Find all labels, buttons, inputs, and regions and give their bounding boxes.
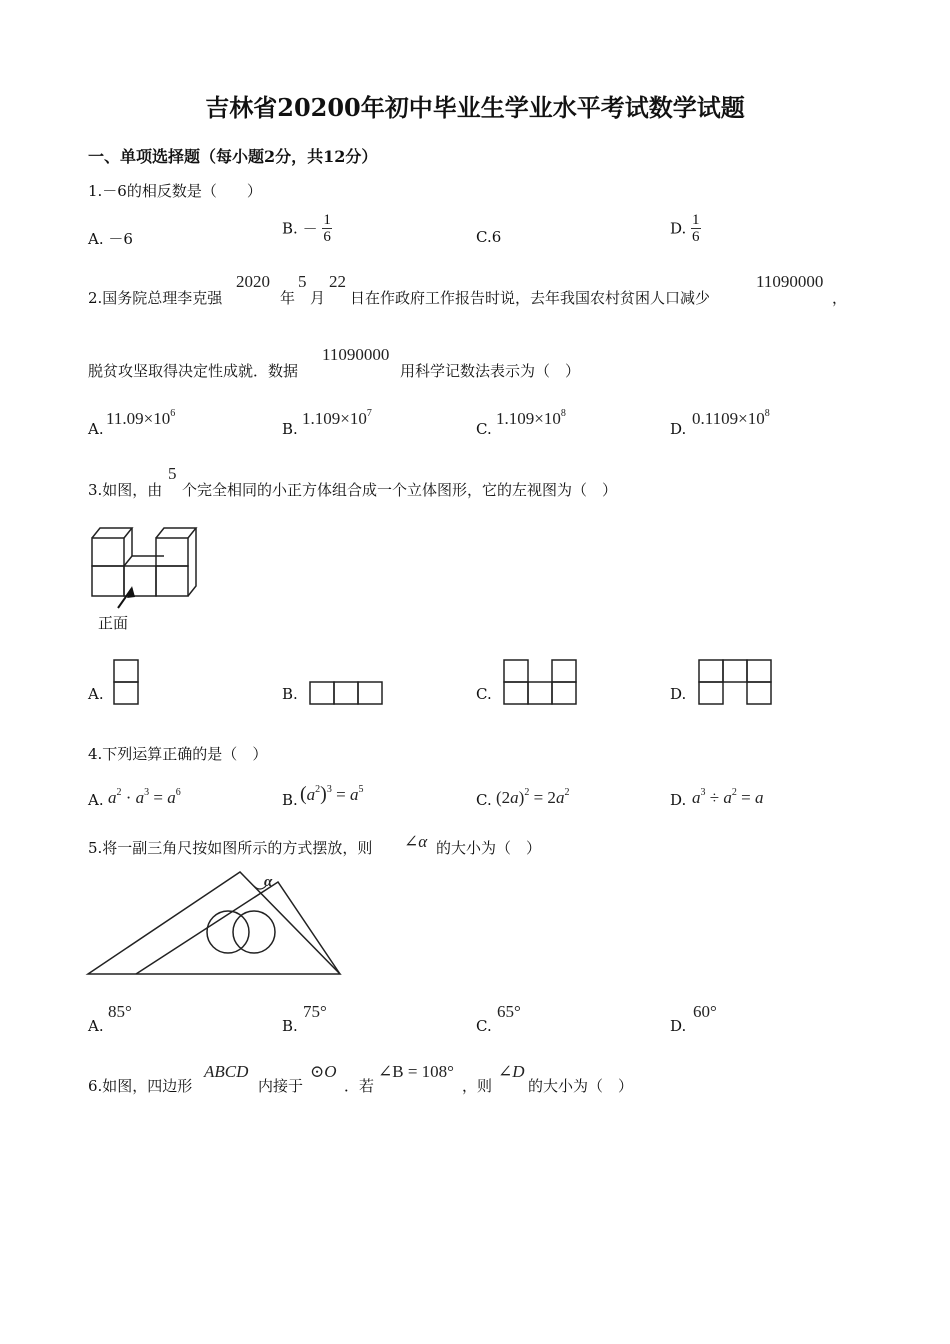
- math-number-2: 11090000: [322, 345, 390, 364]
- question-2-line-2: 脱贫攻坚取得决定性成就．数据: [88, 362, 299, 380]
- q3-option-c-label: C.: [476, 685, 492, 703]
- math-year: 2020: [236, 272, 270, 291]
- text-q2-end: 用科学记数法表示为（ ）: [400, 362, 581, 380]
- page-title: 吉林省20200年初中毕业生学业水平考试数学试题: [205, 93, 745, 122]
- text-inscribed: 内接于: [258, 1077, 304, 1095]
- q2-option-b: $1.109\times 10^7$: [302, 408, 372, 428]
- q3-option-a-label: A.: [88, 685, 104, 703]
- q5-option-a: 85°: [108, 1002, 132, 1021]
- q4-option-b-label: B.: [282, 791, 298, 809]
- question-4-stem: 4.下列运算正确的是（ ）: [88, 745, 268, 763]
- text-q3-continue: 个完全相同的小正方体组合成一个立体图形，它的左视图为（ ）: [182, 481, 618, 499]
- question-1-stem: 1.－6的相反数是（ ）: [88, 182, 262, 200]
- q2-option-c-label: C.: [476, 420, 492, 438]
- math-month: 5: [298, 272, 307, 291]
- math-circle-o: ⊙O: [310, 1062, 337, 1081]
- math-angle-alpha: ∠α: [404, 832, 428, 851]
- math-angle-b: ∠B = 108°: [378, 1062, 454, 1081]
- text-q6-end: 的大小为（ ）: [528, 1077, 634, 1095]
- alpha-label: α: [264, 874, 273, 890]
- text-if: ．若: [344, 1077, 375, 1095]
- text-month: 月: [310, 289, 326, 307]
- text-q2-continue: 日在作政府工作报告时说，去年我国农村贫困人口减少: [350, 289, 711, 307]
- q3-option-d-label: D.: [670, 685, 687, 703]
- q2-option-d-label: D.: [670, 420, 687, 438]
- q5-option-b-label: B.: [282, 1017, 298, 1035]
- q1-option-b: B. － $\frac{1}{6}$: [282, 212, 331, 245]
- math-day: 22: [329, 272, 346, 291]
- q5-option-c: 65°: [497, 1002, 521, 1021]
- q4-option-c-label: C.: [476, 791, 492, 809]
- math-number: 11090000: [756, 272, 824, 291]
- q4-option-b: $(a^2)^3 = a^5$: [300, 783, 364, 805]
- triangle-ruler-figure: [86, 868, 346, 980]
- section-heading: 一、单项选择题（每小题2分，共12分）: [88, 147, 378, 166]
- q2-option-a: $11.09\times 10^6$: [106, 408, 176, 428]
- q3-option-d-figure: [697, 658, 775, 708]
- text-then: ，则: [462, 1077, 493, 1095]
- math-quadrilateral: ABCD: [204, 1062, 249, 1081]
- q4-option-c: $(2a)^2 = 2a^2$: [496, 787, 570, 807]
- q5-option-b: 75°: [303, 1002, 327, 1021]
- q4-option-a: $a^2 \cdot a^3 = a^6$: [108, 787, 181, 807]
- text-q5-continue: 的大小为（ ）: [436, 839, 542, 857]
- question-5-stem: 5.将一副三角尺按如图所示的方式摆放，则: [88, 839, 373, 857]
- math-count: 5: [168, 464, 177, 483]
- fraction: $\frac{1}{6}$: [692, 212, 700, 245]
- q2-option-d: $0.1109\times 10^8$: [692, 408, 770, 428]
- fraction: $\frac{1}{6}$: [323, 212, 331, 245]
- q3-option-b-figure: [308, 680, 386, 708]
- front-label: 正面: [98, 614, 129, 632]
- q4-option-d: $a^3 \div a^2 = a$: [692, 787, 764, 807]
- q2-option-b-label: B.: [282, 420, 298, 438]
- q3-option-a-figure: [112, 658, 142, 708]
- q1-option-c: C.6: [476, 228, 502, 246]
- question-3-stem: 3.如图，由: [88, 481, 163, 499]
- question-6-stem: 6.如图，四边形: [88, 1077, 193, 1095]
- q5-option-d-label: D.: [670, 1017, 687, 1035]
- q5-option-d: 60°: [693, 1002, 717, 1021]
- q1-option-a: A. －6: [88, 230, 133, 248]
- q4-option-d-label: D.: [670, 791, 687, 809]
- q4-option-a-label: A.: [88, 791, 104, 809]
- q1-option-d: D. $\frac{1}{6}$: [670, 212, 700, 245]
- q2-option-c: $1.109\times 10^8$: [496, 408, 566, 428]
- math-angle-d: ∠D: [498, 1062, 525, 1081]
- text-comma: ，: [832, 289, 848, 307]
- text-year: 年: [280, 289, 296, 307]
- q5-option-a-label: A.: [88, 1017, 104, 1035]
- q3-option-b-label: B.: [282, 685, 298, 703]
- question-2-line-1: 2.国务院总理李克强: [88, 289, 223, 307]
- q3-option-c-figure: [502, 658, 580, 708]
- q2-option-a-label: A.: [88, 420, 104, 438]
- q5-option-c-label: C.: [476, 1017, 492, 1035]
